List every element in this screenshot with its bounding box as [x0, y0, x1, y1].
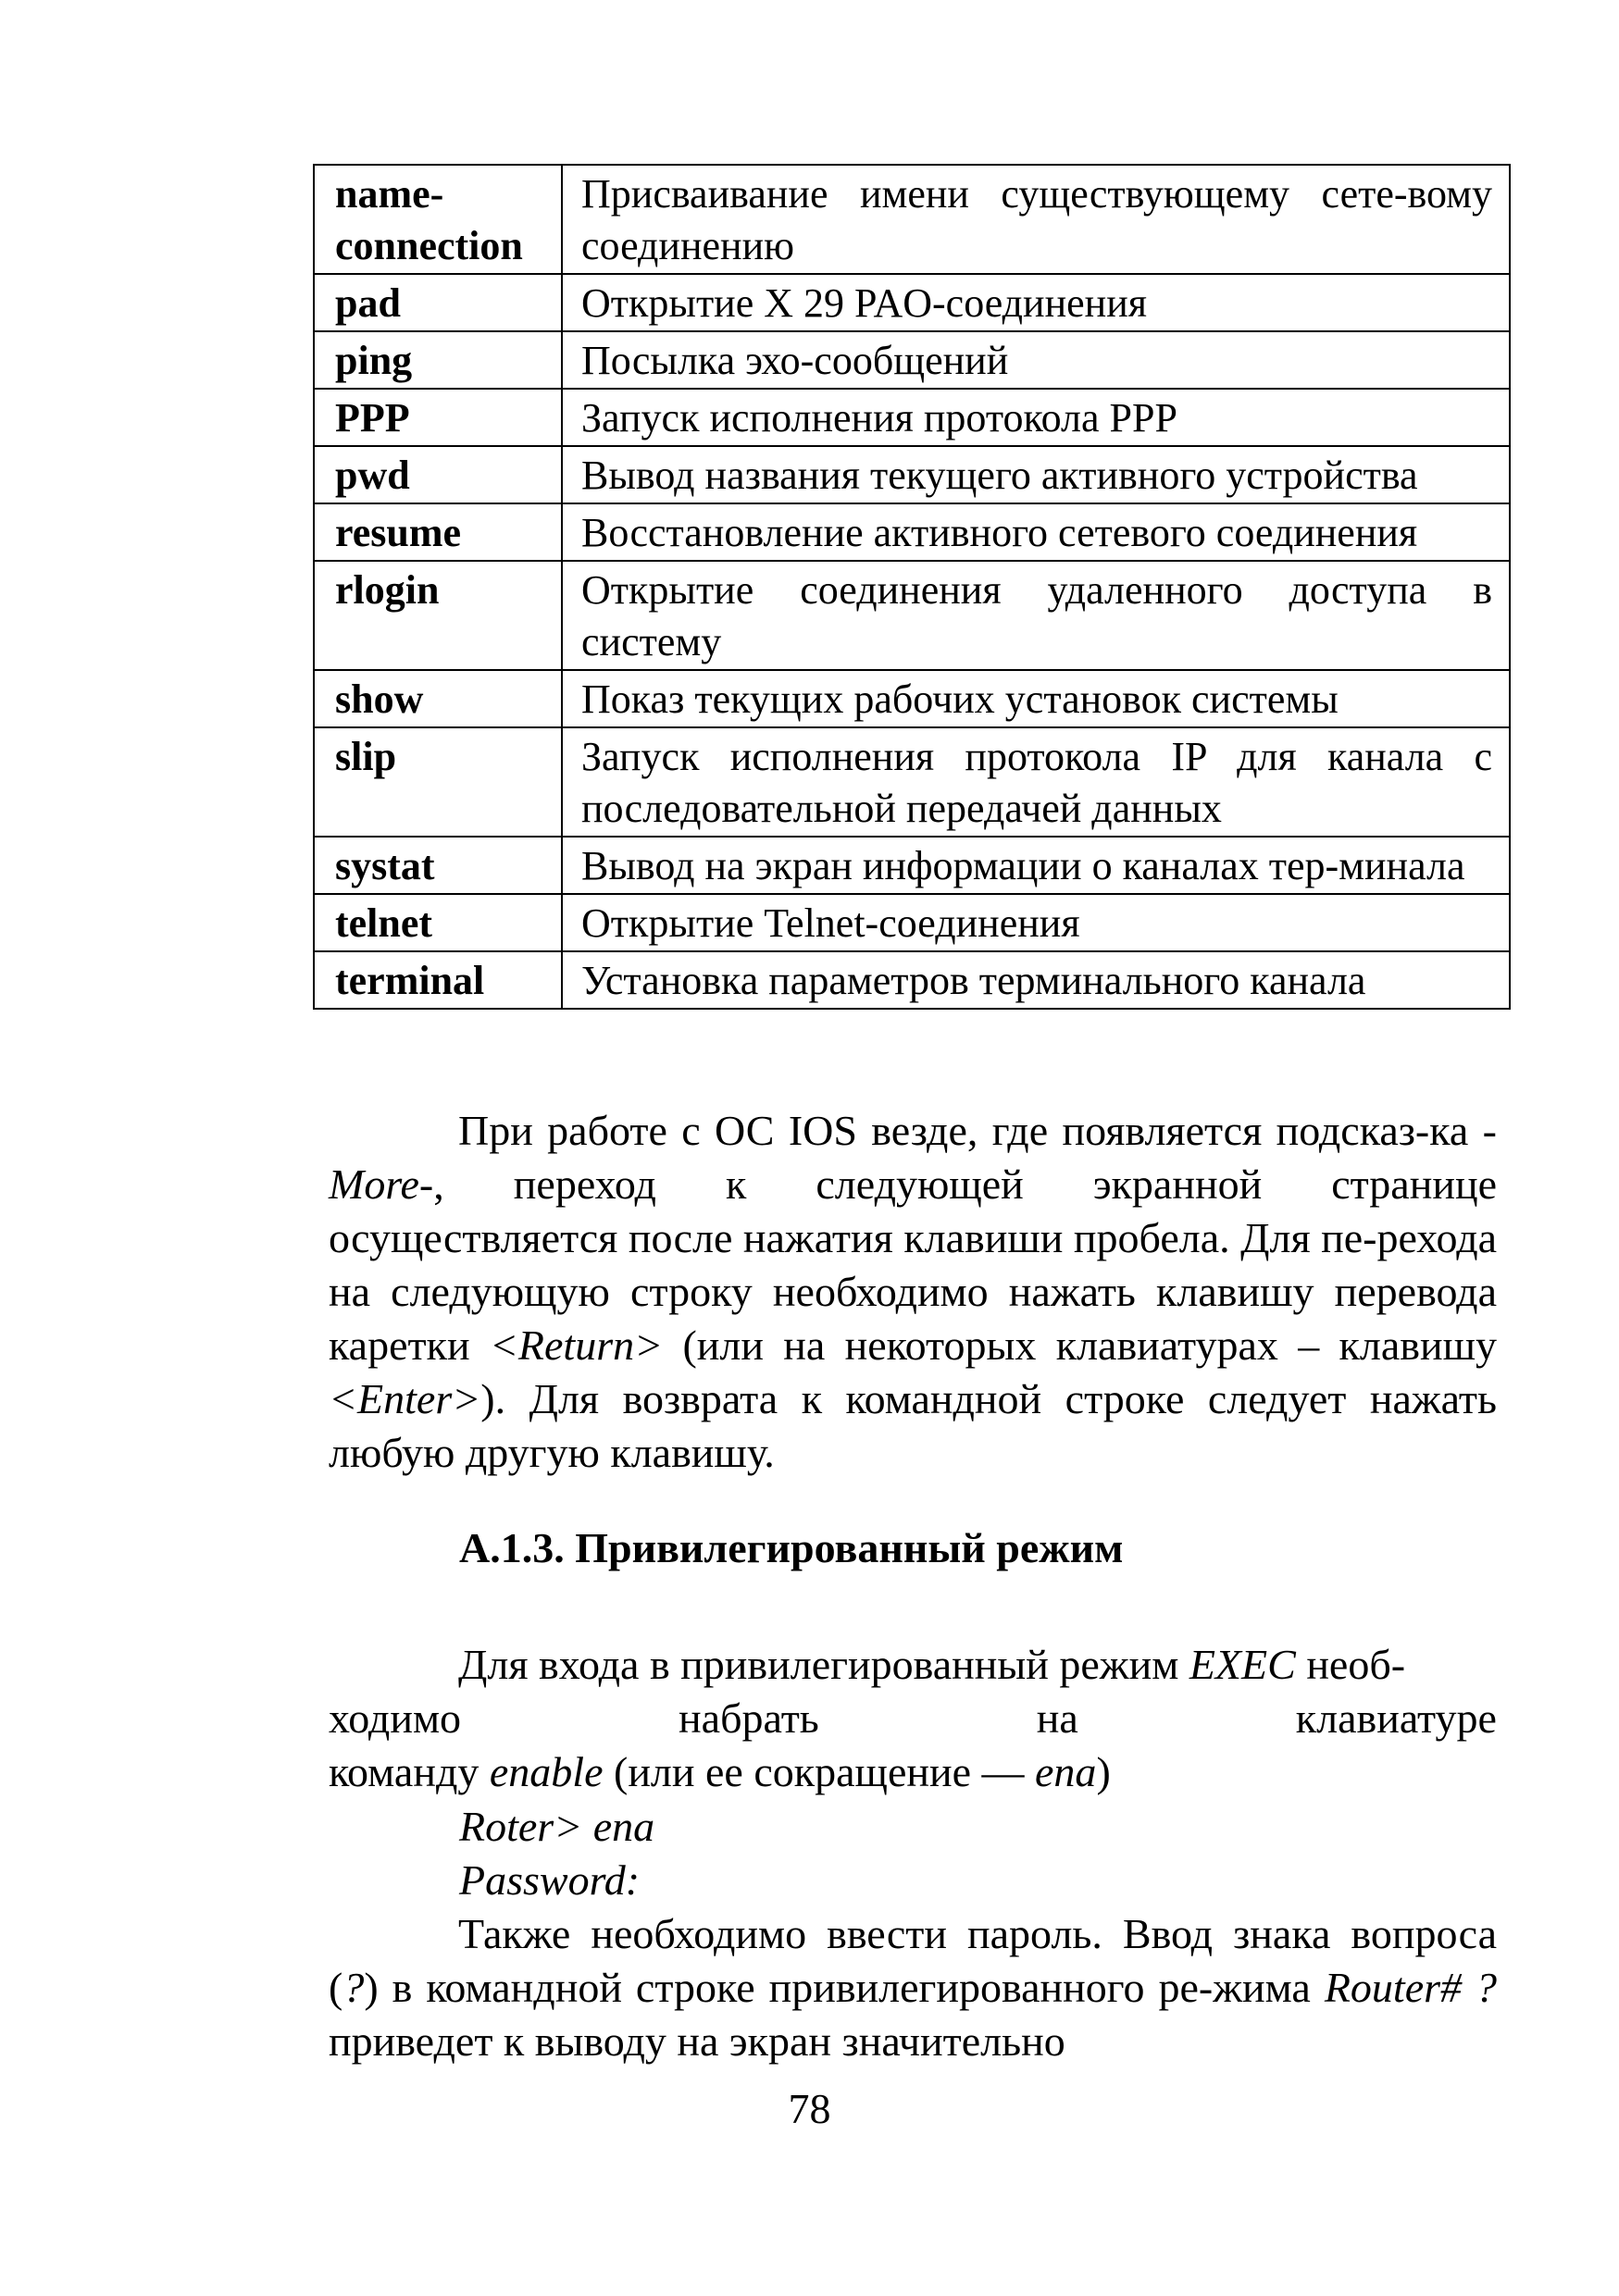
command-cell: ping [314, 331, 562, 389]
command-cell: PPP [314, 389, 562, 446]
table-row [314, 446, 1510, 503]
paragraph-text: (или ее сокращение — [603, 1748, 1036, 1795]
paragraph-line [329, 1745, 1497, 1799]
paragraph-text: Также необходимо ввести пароль. Ввод знака вопроса ( [329, 1910, 1497, 2011]
paragraph-word: набрать [679, 1694, 819, 1742]
description-cell: Запуск исполнения протокола PPP [562, 389, 1510, 446]
router-prompt-text: Router# ? [1324, 1964, 1497, 2011]
description-cell: Установка параметров терминального канала [562, 951, 1510, 1009]
table-row [314, 894, 1510, 951]
paragraph-password [329, 1907, 1497, 2068]
paragraph-text: команду [329, 1748, 490, 1795]
description-cell: Вывод названия текущего активного устройства [562, 446, 1510, 503]
paragraph-privileged-mode [329, 1638, 1497, 1799]
paragraph-text: необ- [1295, 1641, 1406, 1688]
paragraph-text: приведет к выводу на экран значительно [329, 2017, 1065, 2065]
paragraph-line [329, 1638, 1497, 1692]
paragraph-word: на [1036, 1694, 1078, 1742]
command-cell: pwd [314, 446, 562, 503]
paragraph-text: , переход к следующей экранной странице осуществляется после нажатия клавиши пробела. Для пе-рехода на следующую строку необходимо нажать клавишу перевода каретки [329, 1160, 1498, 1369]
more-prompt-text: -More- [329, 1107, 1497, 1208]
paragraph-line [329, 1692, 1497, 1745]
table-row [314, 389, 1510, 446]
description-cell: Вывод на экран информации о каналах тер-минала [562, 837, 1510, 894]
enable-command-text: enable [489, 1748, 604, 1795]
table-row [314, 951, 1510, 1009]
table-row [314, 274, 1510, 331]
command-cell: name-connection [314, 165, 562, 274]
code-line-roter: Roter> ena [459, 1803, 655, 1850]
question-mark-text: ? [342, 1964, 365, 2011]
command-table-body [314, 165, 1510, 1009]
command-cell: slip [314, 727, 562, 837]
description-cell: Восстановление активного сетевого соединения [562, 503, 1510, 561]
ena-command-text: ena [1035, 1748, 1097, 1795]
description-cell: Открытие соединения удаленного доступа в систему [562, 561, 1510, 670]
enter-key-text: <Enter> [329, 1375, 481, 1422]
table-row [314, 727, 1510, 837]
description-cell: Открытие Telnet-соединения [562, 894, 1510, 951]
command-cell: systat [314, 837, 562, 894]
command-cell: resume [314, 503, 562, 561]
code-line-password: Password: [459, 1856, 641, 1904]
paragraph-text: ) [1096, 1748, 1111, 1795]
description-cell: Открытие X 29 PAO-соединения [562, 274, 1510, 331]
table-row [314, 670, 1510, 727]
paragraph-word: клавиатуре [1295, 1694, 1497, 1742]
command-cell: show [314, 670, 562, 727]
page-number: 78 [788, 2085, 831, 2132]
command-cell: pad [314, 274, 562, 331]
command-cell: rlogin [314, 561, 562, 670]
table-row [314, 165, 1510, 274]
description-cell: Показ текущих рабочих установок системы [562, 670, 1510, 727]
command-cell: terminal [314, 951, 562, 1009]
table-row [314, 331, 1510, 389]
table-row [314, 503, 1510, 561]
paragraph-text: При работе с ОС IOS везде, где появляется подсказ-ка [458, 1107, 1483, 1154]
paragraph-text: (или на некоторых клавиатурах – клавишу [663, 1322, 1497, 1369]
return-key-text: <Return> [489, 1322, 664, 1369]
description-cell: Запуск исполнения протокола IP для канала с последовательной передачей данных [562, 727, 1510, 837]
exec-text: EXEC [1189, 1641, 1296, 1688]
command-table [313, 164, 1511, 1010]
paragraph-more-prompt [329, 1104, 1497, 1480]
paragraph-text: Для входа в привилегированный режим [458, 1641, 1189, 1688]
description-cell: Посылка эхо-сообщений [562, 331, 1510, 389]
paragraph-word: ходимо [329, 1694, 462, 1742]
section-heading: А.1.3. Привилегированный режим [459, 1524, 1124, 1571]
table-row [314, 561, 1510, 670]
command-cell: telnet [314, 894, 562, 951]
description-cell: Присваивание имени существующему сете-вому соединению [562, 165, 1510, 274]
paragraph-text: ). Для возврата к командной строке следует нажать любую другую клавишу. [329, 1375, 1497, 1476]
paragraph-text: ) в командной строке привилегированного ре-жима [364, 1964, 1325, 2011]
table-row [314, 837, 1510, 894]
